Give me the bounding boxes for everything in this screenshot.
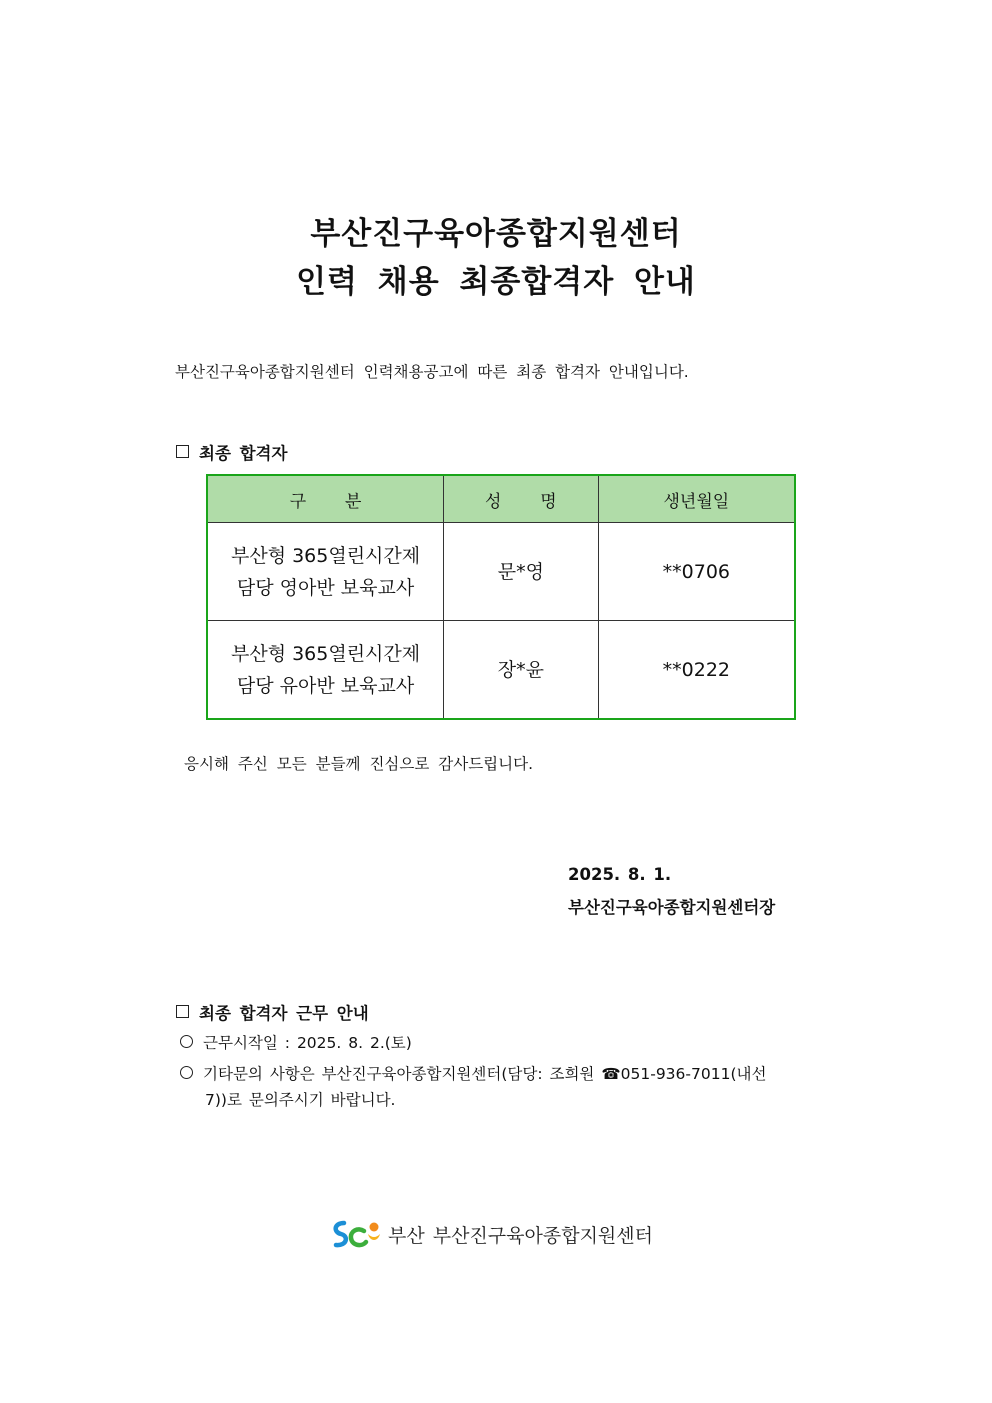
- square-bullet-icon: [176, 1005, 189, 1018]
- header-category: 구 분: [207, 475, 444, 523]
- category-line2: 담당 유아반 보육교사: [236, 674, 415, 697]
- work-start-item: [180, 1031, 412, 1053]
- thanks-text: 응시해 주신 모든 분들께 진심으로 감사드립니다.: [184, 755, 534, 773]
- table-row: [207, 523, 795, 621]
- inquiry-text-line1: 기타문의 사항은 부산진구육아종합지원센터(담당: 조희원 ☎051-936-7011(내선: [203, 1065, 767, 1083]
- cell-category: [207, 621, 444, 720]
- section-work-info: [176, 1000, 369, 1024]
- circle-bullet-icon: [180, 1035, 193, 1048]
- title-line1: 부산진구육아종합지원센터: [310, 216, 682, 252]
- category-line1: 부산형 365열린시간제: [230, 642, 421, 665]
- square-bullet-icon: [176, 445, 189, 458]
- circle-bullet-icon: [180, 1066, 193, 1079]
- table-header-row: [207, 475, 795, 523]
- cell-category: [207, 523, 444, 621]
- footer-logo: [330, 1218, 653, 1250]
- intro-text: 부산진구육아종합지원센터 인력채용공고에 따른 최종 합격자 안내입니다.: [175, 363, 689, 381]
- title-line2: 인력 채용 최종합격자 안내: [296, 264, 696, 300]
- document-date: 2025. 8. 1.: [568, 865, 672, 884]
- cell-name: 문*영: [444, 523, 599, 621]
- footer-logo-text: 부산 부산진구육아종합지원센터: [388, 1224, 653, 1247]
- header-birth: 생년월일: [598, 475, 795, 523]
- inquiry-text-line2: 7))로 문의주시기 바랍니다.: [205, 1091, 396, 1109]
- work-start-text: 근무시작일 : 2025. 8. 2.(토): [203, 1034, 412, 1052]
- cell-name: 장*윤: [444, 621, 599, 720]
- cell-birth: **0222: [598, 621, 795, 720]
- inquiry-item: [180, 1061, 800, 1113]
- table-row: [207, 621, 795, 720]
- header-name: 성 명: [444, 475, 599, 523]
- category-line2: 담당 영아반 보육교사: [236, 576, 415, 599]
- section-title: 최종 합격자: [199, 444, 288, 463]
- busan-logo-icon: [330, 1218, 382, 1250]
- cell-birth: **0706: [598, 523, 795, 621]
- passers-table: [206, 474, 796, 720]
- section-title: 최종 합격자 근무 안내: [199, 1004, 369, 1023]
- category-line1: 부산형 365열린시간제: [230, 544, 421, 567]
- signature: 부산진구육아종합지원센터장: [568, 898, 776, 917]
- section-final-passers: [176, 440, 287, 464]
